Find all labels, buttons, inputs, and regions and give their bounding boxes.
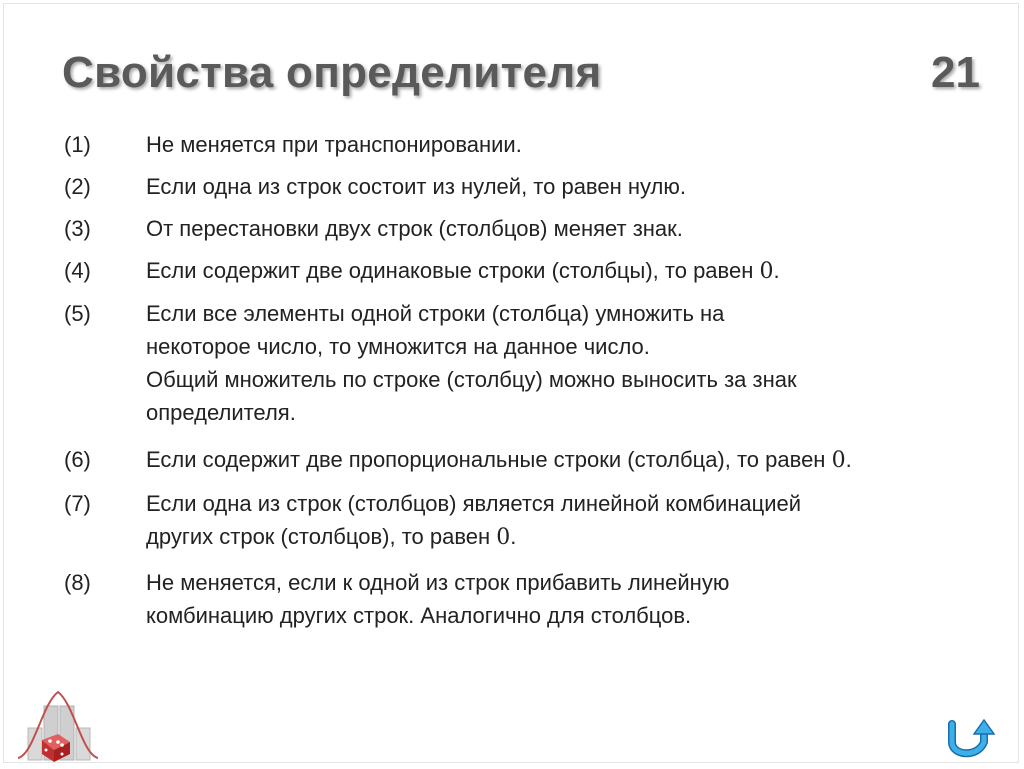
item-number: (5) [64,301,91,326]
item-number: (8) [64,570,91,595]
probability-dice-logo-icon [14,684,102,764]
properties-list [64,128,994,632]
item-number: (4) [64,258,91,283]
item-line-end: . [773,258,780,283]
list-item [64,128,994,161]
list-item [64,297,994,429]
item-line: Если одна из строк (столбцов) является линейной комбинацией [146,491,802,516]
item-line [146,520,994,554]
item-line: Если одна из строк состоит из нулей, то равен нулю. [146,174,686,199]
item-line [146,443,994,477]
item-line-text: Если содержит две одинаковые строки (столбцы), то равен [146,258,760,283]
item-line-text: Если содержит две пропорциональные строки (столбца), то равен [146,447,832,472]
item-line-text: других строк (столбцов), то равен [146,524,497,549]
list-item [64,212,994,245]
item-line: некоторое число, то умножится на данное число. [146,334,650,359]
list-item [64,487,994,554]
item-text [146,212,994,245]
slide [3,3,1019,763]
list-item [64,254,994,288]
item-line-end: . [510,524,517,549]
slide-title: Свойства определителя [62,48,602,97]
item-line [146,254,994,288]
item-number: (7) [64,491,91,516]
item-line: Не меняется, если к одной из строк прибавить линейную [146,570,730,595]
item-text [146,254,994,288]
item-line: От перестановки двух строк (столбцов) меняет знак. [146,216,683,241]
item-text [146,297,994,429]
item-text [146,170,994,203]
list-item [64,170,994,203]
item-number: (6) [64,447,91,472]
item-number: (1) [64,132,91,157]
list-item [64,566,994,632]
item-text [146,487,994,554]
return-arrow-icon[interactable] [944,716,1000,764]
item-line: Если все элементы одной строки (столбца) умножить на [146,301,725,326]
slide-number: 21 [931,48,980,97]
item-line: определителя. [146,400,296,425]
list-item [64,443,994,477]
item-text [146,566,994,632]
item-line: комбинацию других строк. Аналогично для столбцов. [146,603,692,628]
item-line: Общий множитель по строке (столбцу) можно выносить за знак [146,367,797,392]
item-line-end: . [845,447,852,472]
zero-symbol: 0 [831,448,846,473]
item-text [146,128,994,161]
item-number: (3) [64,216,91,241]
zero-symbol: 0 [496,525,511,550]
item-text [146,443,994,477]
zero-symbol: 0 [759,259,774,284]
item-line: Не меняется при транспонировании. [146,132,522,157]
item-number: (2) [64,174,91,199]
